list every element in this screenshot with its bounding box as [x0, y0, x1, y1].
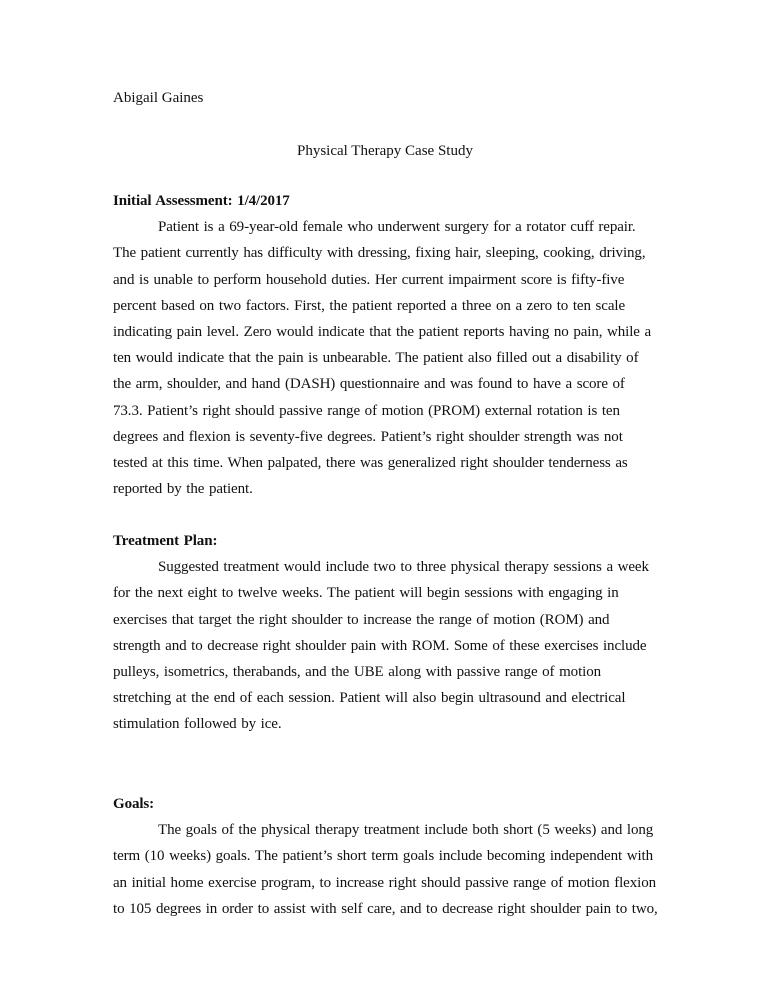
- section-body: [113, 554, 649, 737]
- paragraph-line: stretching at the end of each session. Patient will also begin ultrasound and electrical: [113, 690, 626, 707]
- paragraph-line: The patient currently has difficulty with dressing, fixing hair, sleeping, cooking, driving,: [113, 245, 646, 262]
- paragraph-line: strength and to decrease right shoulder pain with ROM. Some of these exercises include: [113, 637, 647, 654]
- paragraph-line: Patient is a 69-year-old female who underwent surgery for a rotator cuff repair.: [158, 219, 636, 236]
- document-title: Physical Therapy Case Study: [297, 143, 473, 159]
- paragraph-line: exercises that target the right shoulder to increase the range of motion (ROM) and: [113, 611, 610, 628]
- paragraph-line: The goals of the physical therapy treatment include both short (5 weeks) and long: [158, 822, 654, 839]
- paragraph-line: pulleys, isometrics, therabands, and the UBE along with passive range of motion: [113, 663, 602, 680]
- paragraph-line: tested at this time. When palpated, there was generalized right shoulder tenderness as: [113, 454, 628, 471]
- section-heading: Goals:: [113, 796, 155, 812]
- initial-assessment-section: [113, 188, 651, 502]
- treatment-plan-section: [113, 528, 649, 738]
- paragraph-line: indicating pain level. Zero would indicate that the patient reports having no pain, while a: [113, 323, 652, 340]
- paragraph-line: the arm, shoulder, and hand (DASH) questionnaire and was found to have a score of: [113, 376, 625, 393]
- section-body: [113, 817, 658, 922]
- section-heading: Treatment Plan:: [113, 533, 218, 549]
- paragraph-line: degrees and flexion is seventy-five degrees. Patient’s right shoulder strength was not: [113, 428, 623, 445]
- paragraph-line: 73.3. Patient’s right should passive range of motion (PROM) external rotation is ten: [113, 402, 620, 419]
- paragraph-line: stimulation followed by ice.: [113, 716, 282, 733]
- goals-section: [113, 791, 658, 922]
- paragraph-line: an initial home exercise program, to increase right should passive range of motion flexion: [113, 874, 657, 891]
- paragraph-line: ten would indicate that the pain is unbearable. The patient also filled out a disability of: [113, 350, 639, 367]
- paragraph-line: and is unable to perform household duties. Her current impairment score is fifty-five: [113, 271, 625, 288]
- paragraph-line: percent based on two factors. First, the patient reported a three on a zero to ten scale: [113, 297, 626, 314]
- paragraph-line: reported by the patient.: [113, 481, 253, 498]
- paragraph-line: to 105 degrees in order to assist with self care, and to decrease right shoulder pain to two,: [113, 900, 658, 917]
- paragraph-line: Suggested treatment would include two to three physical therapy sessions a week: [158, 559, 649, 576]
- paragraph-line: for the next eight to twelve weeks. The patient will begin sessions with engaging in: [113, 585, 619, 602]
- author-name: Abigail Gaines: [113, 90, 204, 106]
- section-heading: Initial Assessment: 1/4/2017: [113, 193, 290, 209]
- paragraph-line: term (10 weeks) goals. The patient’s short term goals include becoming independent with: [113, 848, 653, 865]
- section-body: [113, 214, 651, 502]
